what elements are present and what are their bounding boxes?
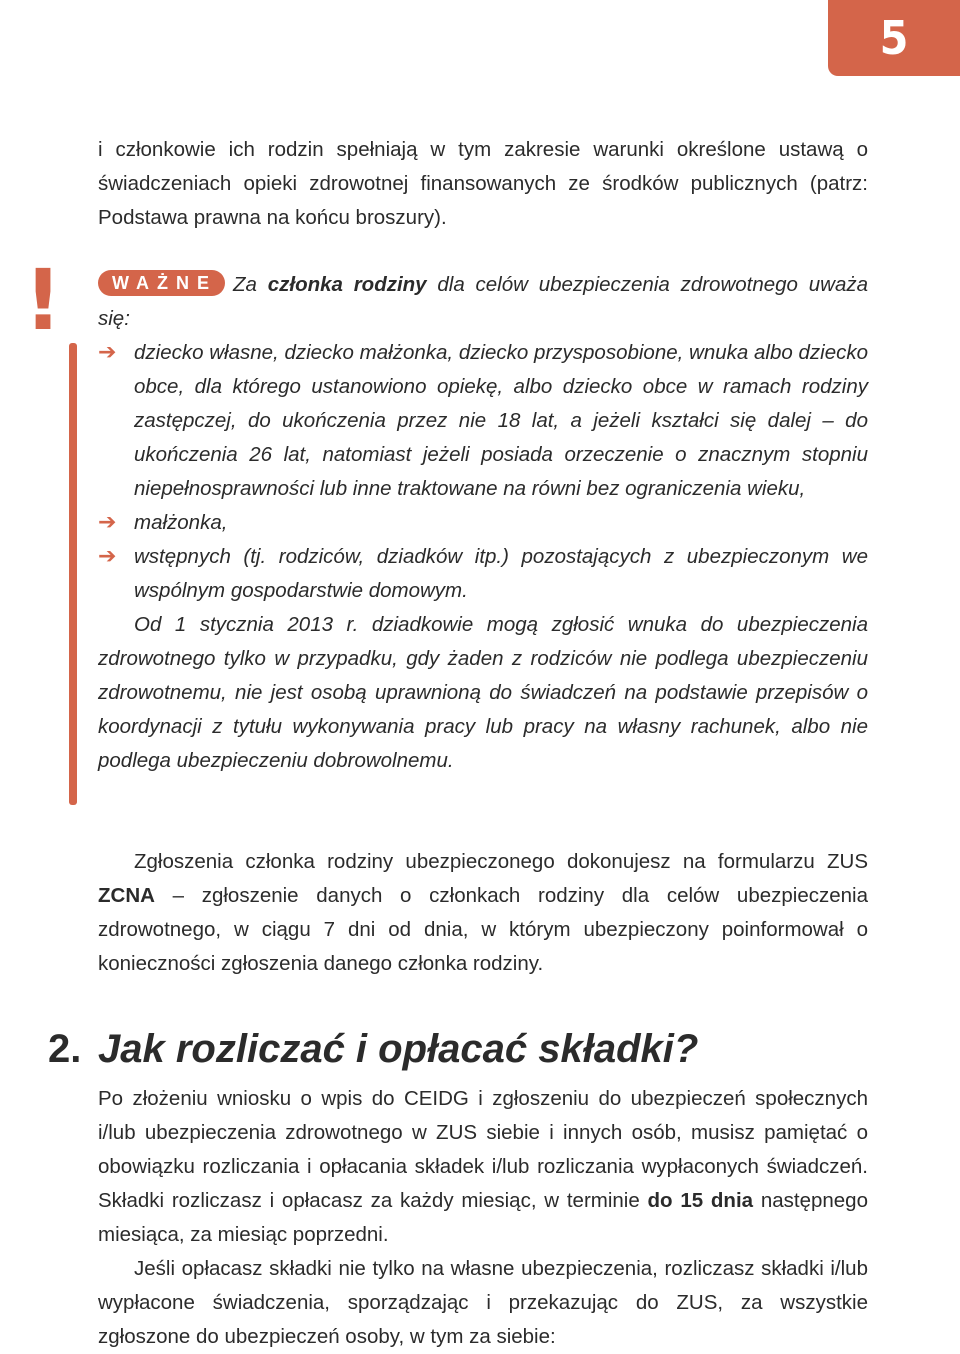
note-closing: Od 1 stycznia 2013 r. dziadkowie mogą zgłosić wnuka do ubezpieczenia zdrowotnego tylko w przypadku, gdy żaden z rodziców nie podlega ubezpieczeniu zdrowotnemu, nie jest osobą uprawnioną do świadczeń na podstawie przepisów o koordynacji z tytułu wykonywania pracy lub pracy na własny rachunek, albo nie podlega ubezpieczeniu dobrowolnemu. — [98, 613, 868, 772]
list-item: ➔ małżonka, — [98, 506, 868, 540]
important-badge: WAŻNE — [98, 270, 225, 296]
section-title: Jak rozliczać i opłacać składki? — [98, 1027, 699, 1071]
note-lead — [98, 268, 868, 336]
note-lead-after: dla celów ubezpieczenia zdrowotnego uważa się: — [98, 273, 868, 330]
arrow-right-icon: ➔ — [98, 340, 117, 365]
intro-paragraph: i członkowie ich rodzin spełniają w tym zakresie warunki określone ustawą o świadczeniach opieki zdrowotnej finansowanych ze środków publicznych (patrz: Podstawa prawna na końcu broszury). — [98, 138, 868, 229]
page-number: 5 — [879, 11, 909, 65]
important-note — [98, 268, 868, 778]
section-body — [98, 1082, 868, 1354]
registration-paragraph: Zgłoszenia członka rodziny ubezpieczonego dokonujesz na formularzu ZUS ZCNA – zgłoszenie danych o członkach rodziny dla celów ubezpieczenia zdrowotnego, w ciągu 7 dni od dnia, w którym ubezpieczony poinformował o konieczności zgłoszenia danego członka rodziny. — [98, 850, 868, 975]
list-item: ➔ wstępnych (tj. rodziców, dziadków itp.) pozostających z ubezpieczonym we wspólnym gospodarstwie domowym. — [98, 540, 868, 608]
list-item: ➔ dziecko własne, dziecko małżonka, dziecko przysposobione, wnuka albo dziecko obce, dla którego ustanowiono opiekę, albo dziecko obce w ramach rodziny zastępczej, do ukończenia przez nie 18 lat, a jeżeli kształci się dalej – do ukończenia 26 lat, natomiast jeżeli posiada orzeczenie o znacznym stopniu niepełnosprawności lub inne traktowane na równi bez ograniczenia wieku, — [98, 336, 868, 506]
arrow-right-icon: ➔ — [98, 544, 117, 569]
form-code: ZCNA — [98, 884, 155, 907]
note-side-bar — [69, 343, 77, 805]
arrow-right-icon: ➔ — [98, 510, 117, 535]
section-number: 2. — [48, 1027, 82, 1071]
note-lead-bold: członka rodziny — [267, 273, 427, 296]
note-lead-before: Za — [233, 273, 268, 296]
section-paragraph-1: Po złożeniu wniosku o wpis do CEIDG i zgłoszeniu do ubezpieczeń społecznych i/lub ubezpieczenia zdrowotnego w ZUS siebie i innych osób, musisz pamiętać o obowiązku rozliczania i opłacania składek i/lub rozliczania wypłaconych świadczeń. Składki rozliczasz i opłacasz za każdy miesiąc, w terminie do 15 dnia następnego miesiąca, za miesiąc poprzedni. — [98, 1087, 868, 1246]
family-member-list — [98, 336, 868, 608]
section-heading — [48, 1022, 868, 1076]
page-number-tab — [828, 0, 960, 76]
deadline: do 15 dnia — [647, 1189, 754, 1212]
section-paragraph-2: Jeśli opłacasz składki nie tylko na własne ubezpieczenia, rozliczasz składki i/lub wypłacone świadczenia, sporządzając i przekazując do ZUS, za wszystkie zgłoszone do ubezpieczeń osoby, w tym za siebie: — [98, 1257, 868, 1348]
exclamation-icon: ! — [23, 251, 63, 349]
